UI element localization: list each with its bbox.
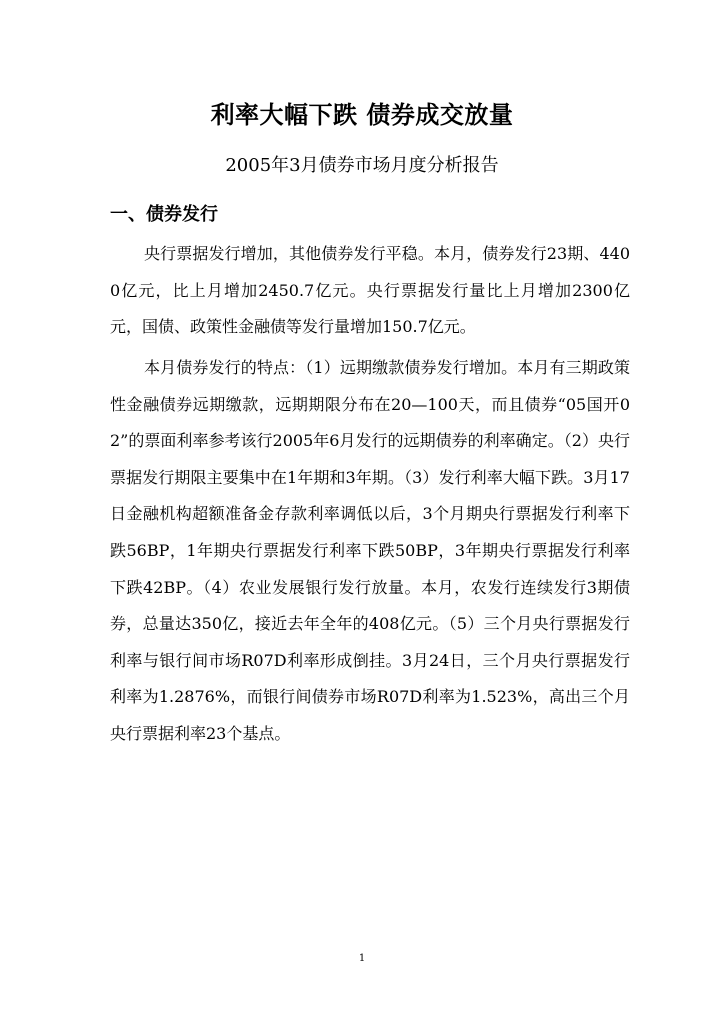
page-number: 1 (358, 953, 366, 964)
document-subtitle: 2005年3月债券市场月度分析报告 (225, 155, 499, 176)
paragraph-issuance-summary: 央行票据发行增加，其他债券发行平稳。本月，债券发行23期、4400亿元，比上月增加2450.7亿元。央行票据发行量比上月增加2300亿元，国债、政策性金融债等发行量增加150.7亿元。 (110, 244, 630, 337)
section-heading: 一、债券发行 (110, 204, 218, 225)
document-title: 利率大幅下跌 债券成交放量 (210, 101, 514, 129)
paragraph-issuance-features: 本月债券发行的特点：（1）远期缴款债券发行增加。本月有三期政策性金融债券远期缴款，远期期限分布在20—100天，而且债券“05国开02”的票面利率参考该行2005年6月发行的远期债券的利率确定。（2）央行票据发行期限主要集中在1年期和3年期。（3）发行利率大幅下跌。3月17日金融机构超额准备金存款利率调低以后，3个月期央行票据发行利率下跌56BP，1年期央行票据发行利率下跌50BP，3年期央行票据发行利率下跌42BP。（4）农业发展银行发行放量。本月，农发行连续发行3期债券，总量达350亿，接近去年全年的408亿元。（5）三个月央行票据发行利率与银行间市场R07D利率形成倒挂。3月24日，三个月央行票据发行利率为1.2876%，而银行间债券市场R07D利率为1.523%，高出三个月央行票据利率23个基点。 (110, 358, 630, 743)
